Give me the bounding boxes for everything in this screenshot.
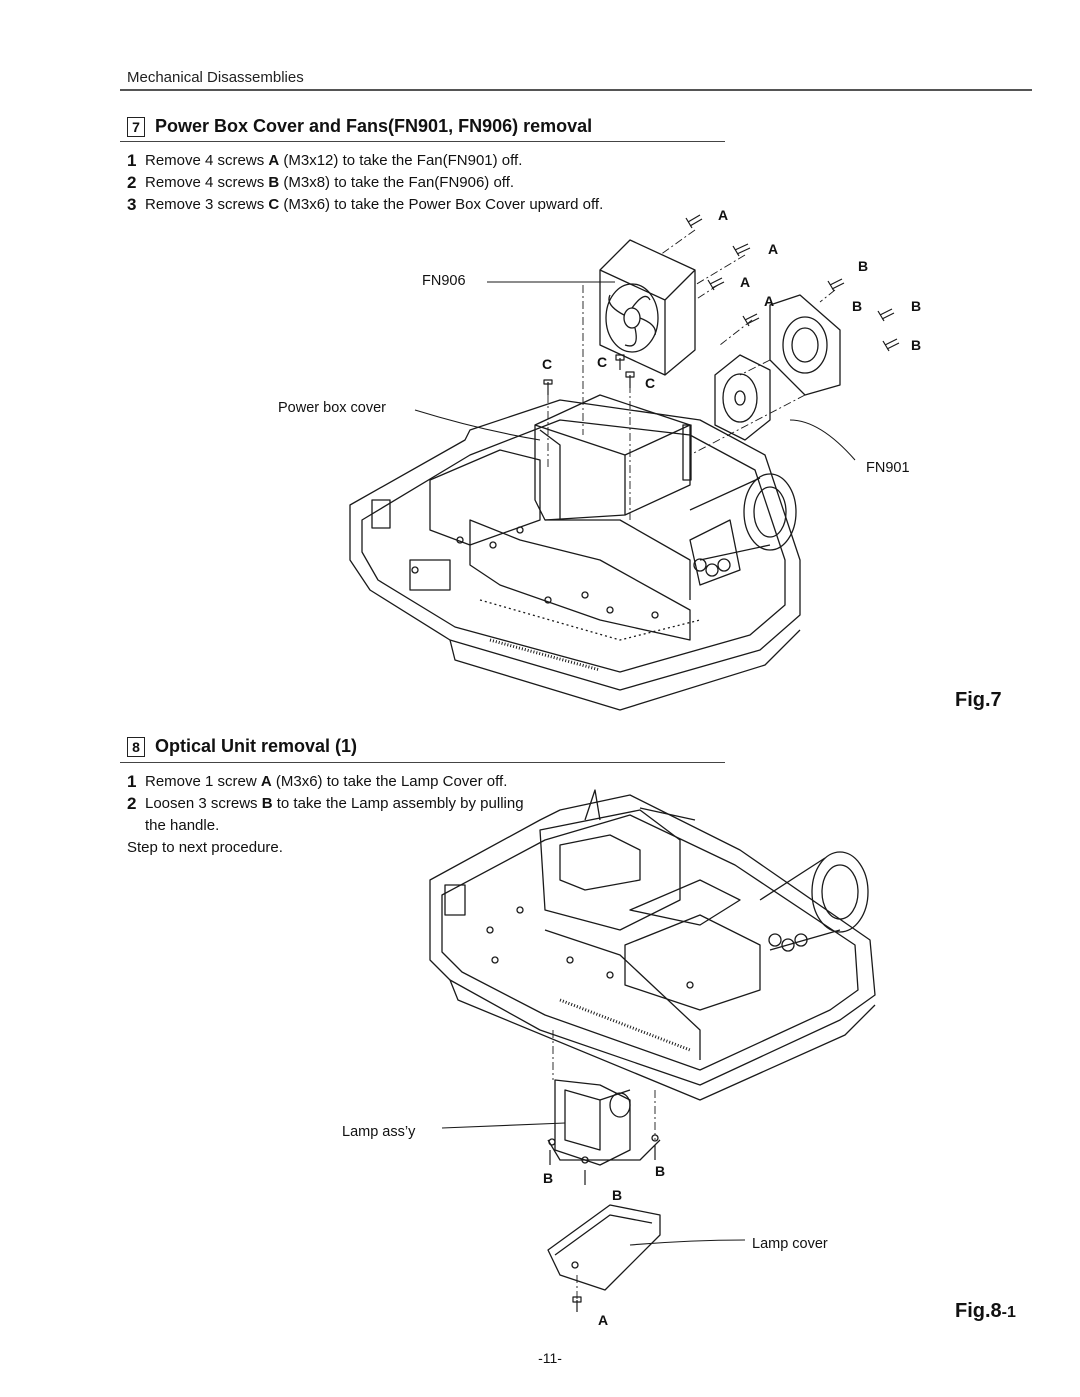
fan-bracket <box>770 295 840 395</box>
label-power-box-cover: Power box cover <box>278 400 386 416</box>
screws-fig8 <box>550 1145 655 1312</box>
callout-letter: C <box>597 354 608 370</box>
callout-letter: C <box>645 375 656 391</box>
page-number: -11- <box>538 1350 562 1366</box>
fan-fn906 <box>600 240 695 375</box>
label-fn906: FN906 <box>422 273 466 289</box>
step-item: 2 Loosen 3 screws B to take the Lamp assembly by pulling the handle. <box>127 794 524 834</box>
label-lamp-cover: Lamp cover <box>752 1236 828 1252</box>
section-7-heading: Power Box Cover and Fans(FN901, FN906) removal <box>155 116 593 136</box>
lamp-cover <box>548 1205 660 1290</box>
callout-letter: A <box>718 207 729 223</box>
step-item: 3 Remove 3 screws C (M3x6) to take the Power Box Cover upward off. <box>127 195 604 214</box>
label-lamp-assy: Lamp ass’y <box>342 1124 416 1140</box>
callout-letter: A <box>768 241 779 257</box>
figure-label-7: Fig.7 <box>955 689 1002 711</box>
callout-letter: B <box>543 1170 554 1186</box>
projector-base-fig8 <box>430 790 875 1100</box>
power-box-cover <box>535 395 691 520</box>
projector-base-fig7 <box>350 400 800 710</box>
figure-label-8-1: Fig.8-1 <box>955 1300 1016 1322</box>
callout-letter: B <box>852 298 863 314</box>
callout-letter: B <box>858 258 869 274</box>
assembly-lines-fig8 <box>553 1030 655 1300</box>
callout-letter: A <box>598 1312 609 1328</box>
callout-letter: B <box>911 337 922 353</box>
callout-letter: A <box>764 293 775 309</box>
step-item: 1 Remove 4 screws A (M3x12) to take the Fan(FN901) off. <box>127 151 523 170</box>
callout-letter: C <box>542 356 553 372</box>
step-note: Step to next procedure. <box>127 839 283 856</box>
section-8-number: 8 <box>127 737 145 757</box>
step-item: 1 Remove 1 screw A (M3x6) to take the Lamp Cover off. <box>127 772 508 791</box>
callout-letter: B <box>911 298 922 314</box>
callout-letter: B <box>612 1187 623 1203</box>
callout-letter: B <box>655 1163 666 1179</box>
section-header: Mechanical Disassemblies <box>127 69 304 86</box>
callout-letter: A <box>740 274 751 290</box>
label-fn901: FN901 <box>866 460 910 476</box>
section-7-number: 7 <box>127 117 145 137</box>
step-item: 2 Remove 4 screws B (M3x8) to take the Fan(FN906) off. <box>127 173 515 192</box>
section-8-heading: Optical Unit removal (1) <box>155 736 358 756</box>
